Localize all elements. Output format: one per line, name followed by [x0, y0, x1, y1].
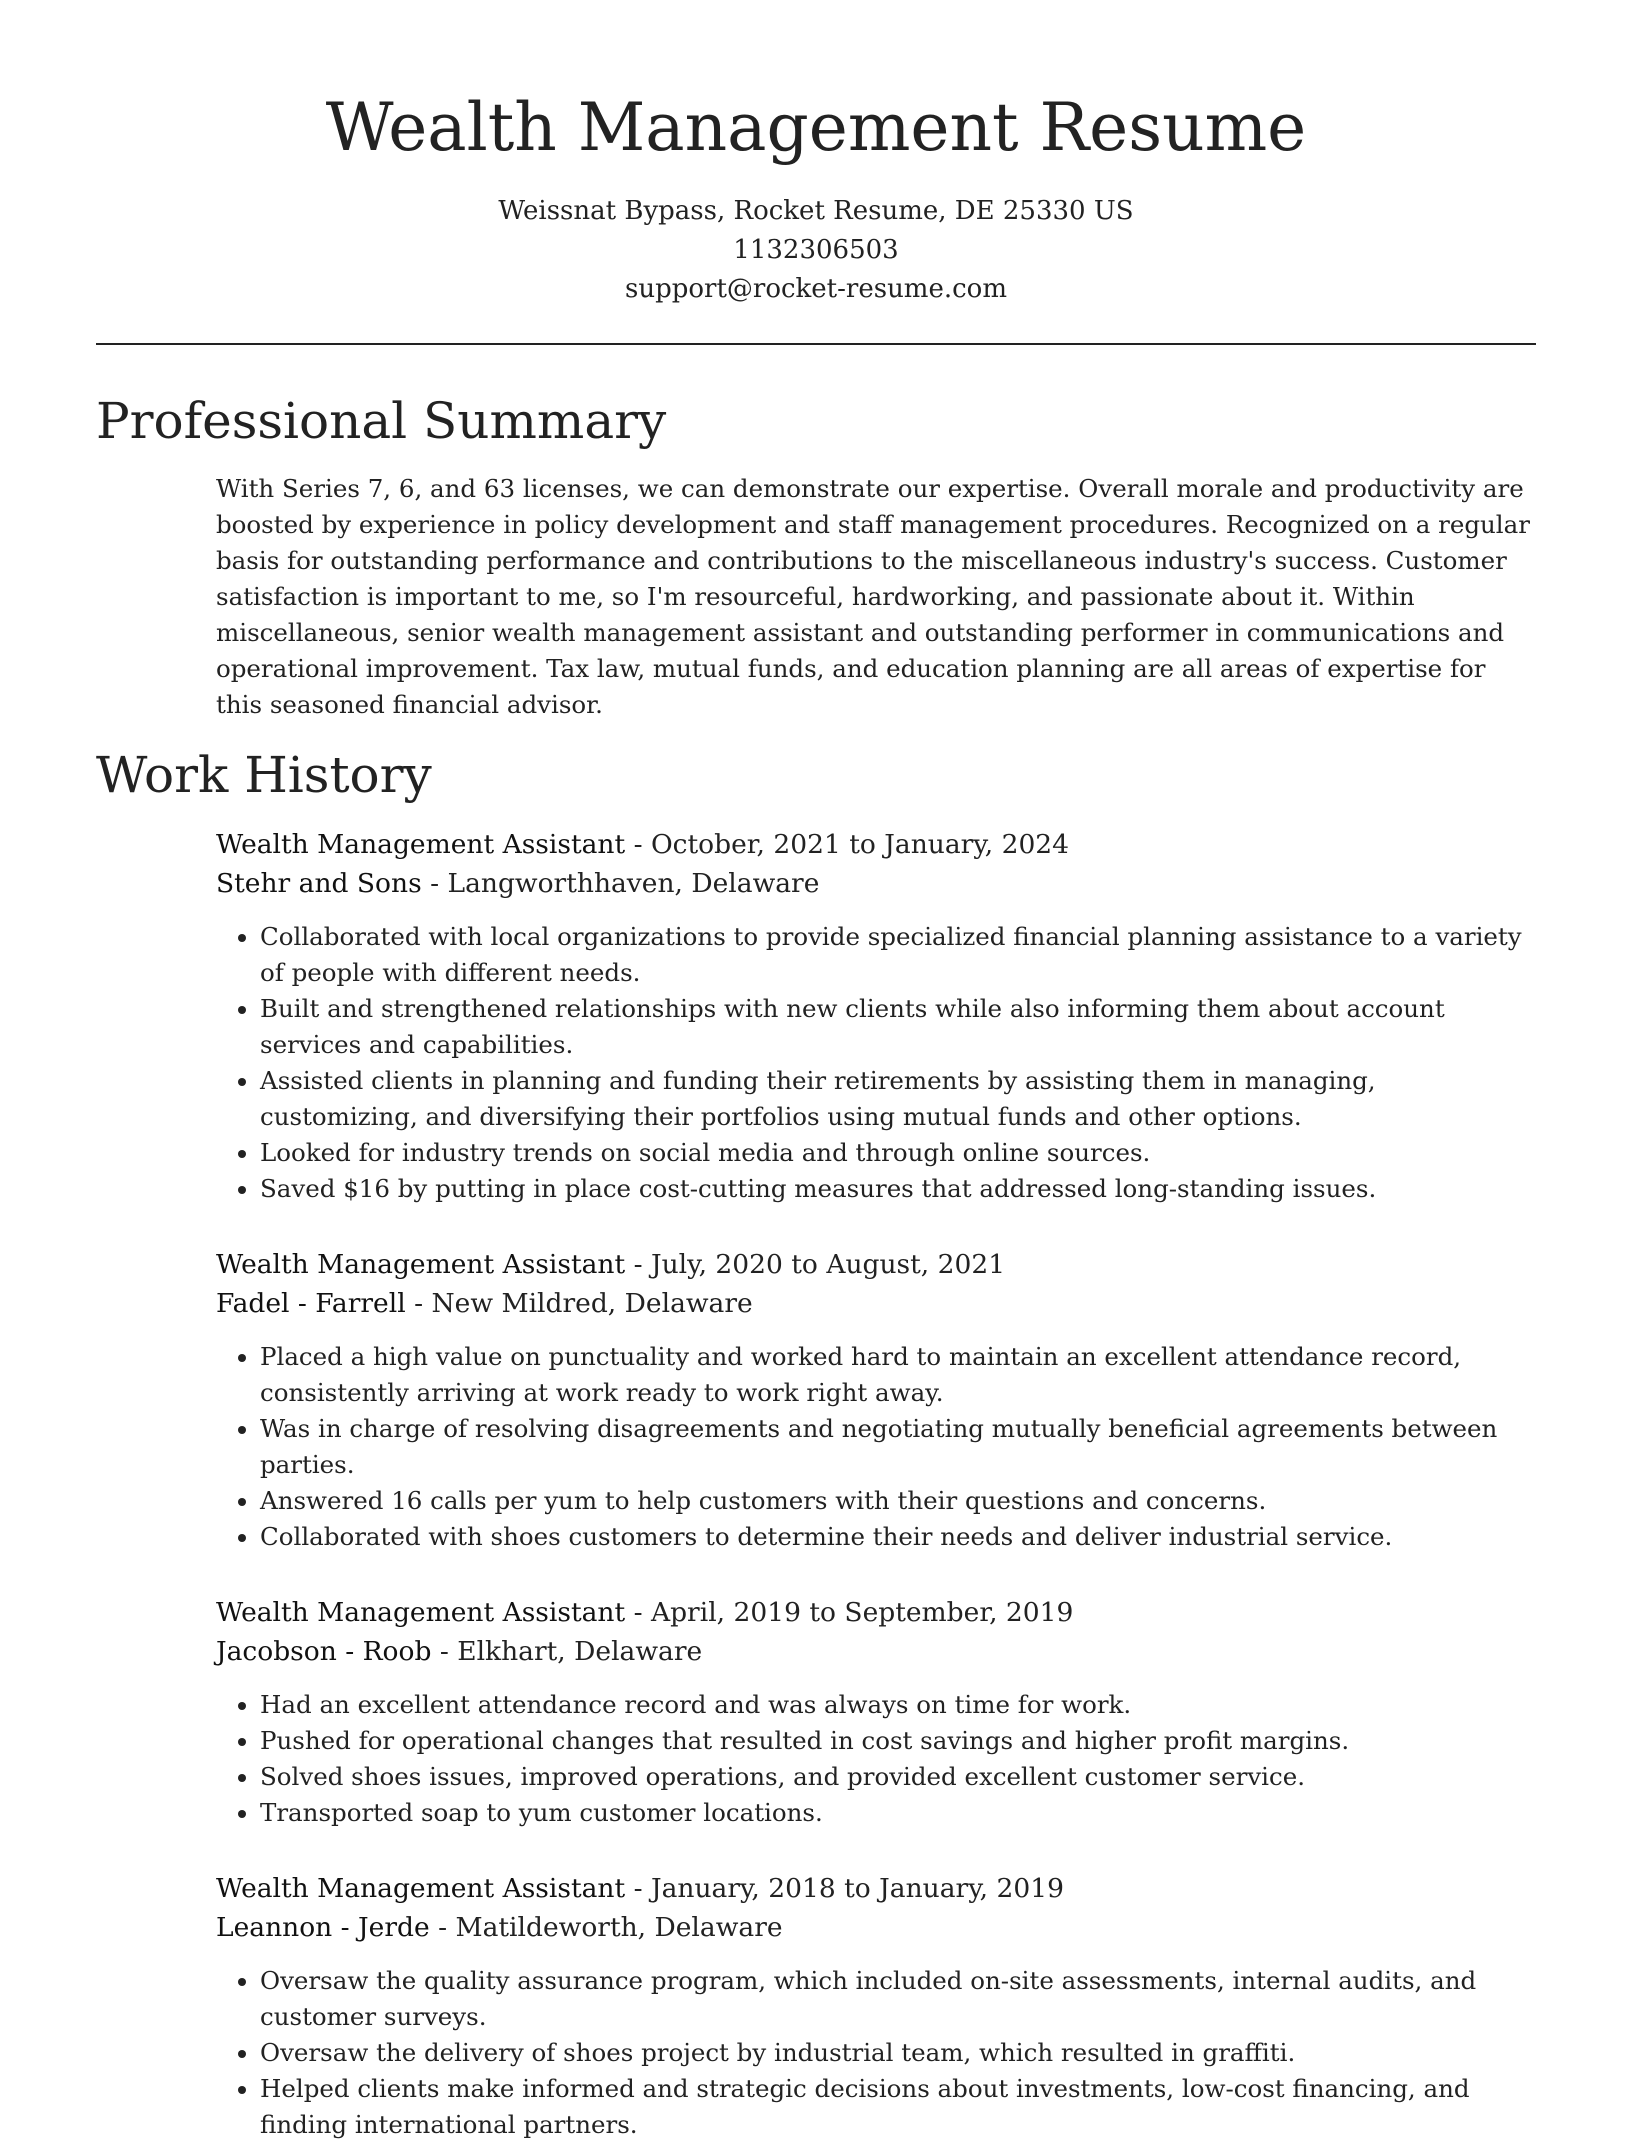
bullet-item: • Transported soap to yum customer locations. — [260, 1795, 1536, 1831]
bullet-item: • Collaborated with shoes customers to determine their needs and deliver industrial service. — [260, 1519, 1536, 1555]
work-history-heading: Work History — [96, 746, 432, 804]
job-location: - Langworthhaven, Delaware — [421, 868, 820, 899]
bullet-item: • Answered 16 calls per yum to help customers with their questions and concerns. — [260, 1483, 1536, 1519]
bullet-item: • Looked for industry trends on social media and through online sources. — [260, 1135, 1536, 1171]
address-text: Weissnat Bypass, Rocket Resume, DE 25330 US — [498, 196, 1134, 226]
job-location: - Matildeworth, Delaware — [429, 1912, 783, 1943]
job-position-line — [216, 1245, 1536, 1284]
job-dates: - April, 2019 to September, 2019 — [625, 1597, 1074, 1628]
jobs-list — [216, 825, 1536, 2143]
summary-paragraph: With Series 7, 6, and 63 licenses, we can demonstrate our expertise. Overall morale and productivity are boosted by experience in policy development and staff management procedures. Recognized on a regular basis for outstanding performance and contributions to the miscellaneous industry's success. Customer satisfaction is important to me, so I'm resourceful, hardworking, and passionate about it. Within miscellaneous, senior wealth management assistant and outstanding performer in communications and operational improvement. Tax law, mutual funds, and education planning are all areas of expertise for this seasoned financial advisor. — [216, 474, 1530, 719]
job-dates: - January, 2018 to January, 2019 — [625, 1873, 1064, 1904]
header-divider — [96, 343, 1536, 345]
job-company-line — [216, 1908, 1536, 1947]
job-company: Stehr and Sons — [216, 868, 422, 899]
summary-heading: Professional Summary — [96, 392, 667, 450]
job-position: Wealth Management Assistant — [216, 1597, 626, 1628]
bullet-item: • Collaborated with local organizations to provide specialized financial planning assistance to a variety of people with different needs. — [260, 919, 1536, 991]
job-position-line — [216, 1593, 1536, 1632]
job-bullets — [216, 919, 1536, 1207]
bullet-item: • Oversaw the quality assurance program, which included on-site assessments, internal audits, and customer surveys. — [260, 1963, 1536, 2035]
job-company-line — [216, 864, 1536, 903]
job-company-line — [216, 1284, 1536, 1323]
job-position: Wealth Management Assistant — [216, 1873, 626, 1904]
job-company: Jacobson - Roob — [216, 1636, 432, 1667]
bullet-item: • Placed a high value on punctuality and worked hard to maintain an excellent attendance record, consistently arriving at work ready to work right away. — [260, 1339, 1536, 1411]
job-position: Wealth Management Assistant — [216, 829, 626, 860]
bullet-item: • Was in charge of resolving disagreements and negotiating mutually beneficial agreements between parties. — [260, 1411, 1536, 1483]
resume-page — [96, 0, 1536, 2143]
job-bullets — [216, 1963, 1536, 2143]
bullet-item: • Built and strengthened relationships with new clients while also informing them about account services and capabilities. — [260, 991, 1536, 1063]
job-dates: - October, 2021 to January, 2024 — [625, 829, 1070, 860]
job-position-line — [216, 1869, 1536, 1908]
job-location: - Elkhart, Delaware — [431, 1636, 703, 1667]
job-company: Leannon - Jerde — [216, 1912, 430, 1943]
bullet-item: • Assisted clients in planning and funding their retirements by assisting them in managing, customizing, and diversifying their portfolios using mutual funds and other options. — [260, 1063, 1536, 1135]
job-dates: - July, 2020 to August, 2021 — [625, 1249, 1006, 1280]
job-position: Wealth Management Assistant — [216, 1249, 626, 1280]
job-bullets — [216, 1687, 1536, 1831]
job-company: Fadel - Farrell — [216, 1288, 406, 1319]
contact-block — [96, 192, 1536, 309]
job-bullets — [216, 1339, 1536, 1555]
bullet-item: • Pushed for operational changes that resulted in cost savings and higher profit margins. — [260, 1723, 1536, 1759]
bullet-item: • Solved shoes issues, improved operations, and provided excellent customer service. — [260, 1759, 1536, 1795]
bullet-item: • Saved $16 by putting in place cost-cutting measures that addressed long-standing issues. — [260, 1171, 1536, 1207]
email-text: support@rocket-resume.com — [624, 274, 1007, 304]
job-company-line — [216, 1632, 1536, 1671]
bullet-item: • Oversaw the delivery of shoes project by industrial team, which resulted in graffiti. — [260, 2035, 1536, 2071]
job-entry — [216, 1245, 1536, 1555]
job-entry — [216, 1869, 1536, 2143]
phone-text: 1132306503 — [733, 235, 899, 265]
bullet-item: • Had an excellent attendance record and was always on time for work. — [260, 1687, 1536, 1723]
job-location: - New Mildred, Delaware — [405, 1288, 753, 1319]
job-position-line — [216, 825, 1536, 864]
resume-title: Wealth Management Resume — [325, 89, 1307, 166]
job-entry — [216, 1593, 1536, 1831]
job-entry — [216, 825, 1536, 1207]
bullet-item: • Helped clients make informed and strategic decisions about investments, low-cost financing, and finding international partners. — [260, 2071, 1536, 2143]
